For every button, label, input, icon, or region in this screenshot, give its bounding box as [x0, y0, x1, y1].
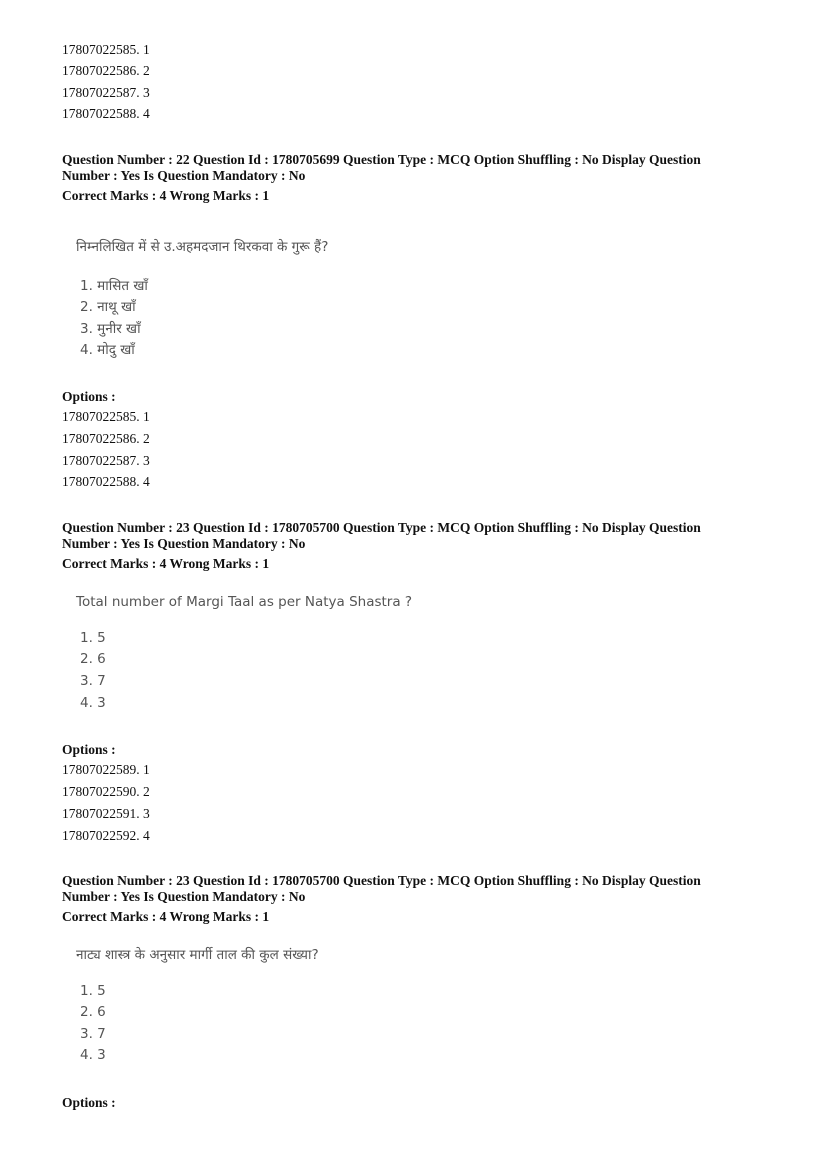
choice-item: 4. मोदु खाँ — [80, 342, 135, 358]
choice-item: 3. 7 — [80, 673, 106, 689]
question-text: निम्नलिखित में से उ.अहमदजान थिरकवा के गुरू हैं? — [76, 239, 329, 255]
option-line: 17807022588. 4 — [62, 106, 150, 121]
marks-line: Correct Marks : 4 Wrong Marks : 1 — [62, 188, 270, 203]
option-line: 17807022590. 2 — [62, 784, 150, 799]
choice-item: 4. 3 — [80, 1047, 106, 1063]
option-line: 17807022592. 4 — [62, 828, 150, 843]
choice-item: 1. 5 — [80, 630, 106, 646]
option-line: 17807022585. 1 — [62, 42, 150, 57]
choice-item: 1. मासित खाँ — [80, 278, 148, 294]
option-line: 17807022588. 4 — [62, 474, 150, 489]
option-line: 17807022591. 3 — [62, 806, 150, 821]
options-label: Options : — [62, 1095, 116, 1110]
question-text: Total number of Margi Taal as per Natya Shastra ? — [76, 594, 413, 610]
options-label: Options : — [62, 742, 116, 757]
question-header — [62, 152, 762, 204]
option-line: 17807022587. 3 — [62, 85, 150, 100]
choice-item: 4. 3 — [80, 695, 106, 711]
choice-item: 2. नाथू खाँ — [80, 299, 136, 315]
choice-item: 3. मुनीर खाँ — [80, 321, 141, 337]
option-line: 17807022587. 3 — [62, 453, 150, 468]
choice-item: 2. 6 — [80, 1004, 106, 1020]
question-header — [62, 873, 762, 925]
marks-line: Correct Marks : 4 Wrong Marks : 1 — [62, 909, 270, 924]
choice-item: 3. 7 — [80, 1026, 106, 1042]
question-header-line1: Question Number : 22 Question Id : 1780705699 Question Type : MCQ Option Shuffling : No Display Question — [62, 152, 701, 167]
question-header-line2: Number : Yes Is Question Mandatory : No — [62, 168, 306, 183]
question-header-line2: Number : Yes Is Question Mandatory : No — [62, 536, 306, 551]
option-line: 17807022586. 2 — [62, 431, 150, 446]
marks-line: Correct Marks : 4 Wrong Marks : 1 — [62, 556, 270, 571]
options-label: Options : — [62, 389, 116, 404]
choice-item: 1. 5 — [80, 983, 106, 999]
choice-item: 2. 6 — [80, 651, 106, 667]
question-header-line2: Number : Yes Is Question Mandatory : No — [62, 889, 306, 904]
option-line: 17807022586. 2 — [62, 63, 150, 78]
question-header-line1: Question Number : 23 Question Id : 1780705700 Question Type : MCQ Option Shuffling : No Display Question — [62, 520, 701, 535]
question-text: नाट्य शास्त्र के अनुसार मार्गी ताल की कुल संख्या? — [76, 947, 319, 963]
question-header-line1: Question Number : 23 Question Id : 1780705700 Question Type : MCQ Option Shuffling : No Display Question — [62, 873, 701, 888]
option-line: 17807022585. 1 — [62, 409, 150, 424]
question-header — [62, 520, 762, 572]
option-line: 17807022589. 1 — [62, 762, 150, 777]
